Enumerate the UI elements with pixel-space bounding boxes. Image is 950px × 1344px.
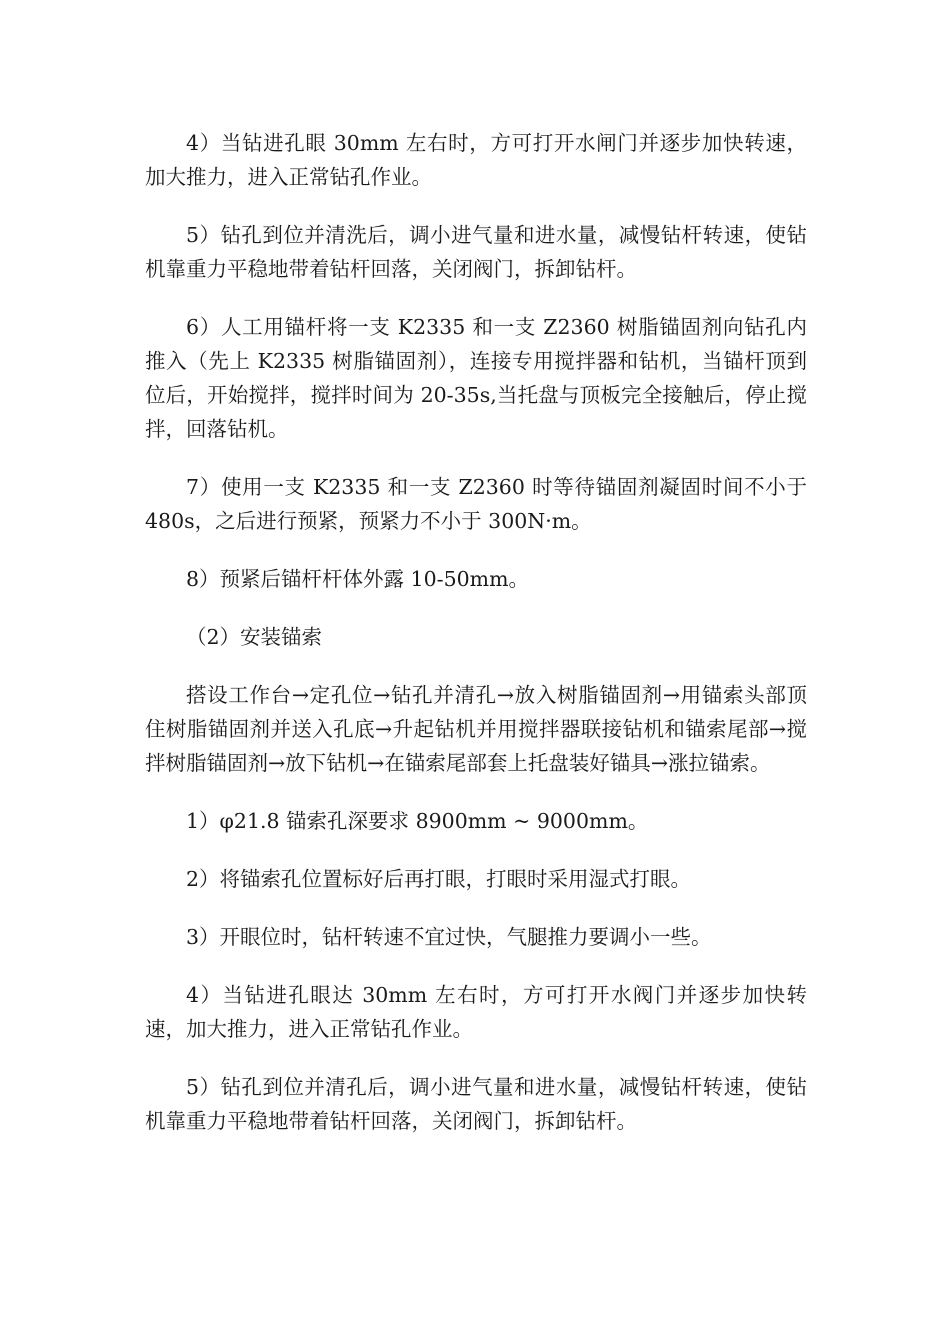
paragraph-cable-step-3: 3）开眼位时，钻杆转速不宜过快，气腿推力要调小一些。 [186,925,712,949]
paragraph-step-7-curing: 7）使用一支 K2335 和一支 Z2360 时等待锚固剂凝固时间不小于 480s，之后进行预紧，预紧力不小于 300N·m。 [145,475,807,533]
paragraph-cable-step-4: 4）当钻进孔眼达 30mm 左右时，方可打开水阀门并逐步加快转速，加大推力，进入正常钻孔作业。 [145,983,807,1041]
paragraph-cable-step-2: 2）将锚索孔位置标好后再打眼，打眼时采用湿式打眼。 [186,867,692,891]
paragraph-cable-step-1: 1）φ21.8 锚索孔深要求 8900mm ~ 9000mm。 [186,809,649,833]
paragraph-step-8-exposure: 8）预紧后锚杆杆体外露 10-50mm。 [186,567,530,591]
paragraph-process-flow: 搭设工作台→定孔位→钻孔并清孔→放入树脂锚固剂→用锚索头部顶住树脂锚固剂并送入孔底→升起钻机并用搅拌器联接钻机和锚索尾部→搅拌树脂锚固剂→放下钻机→在锚索尾部套上托盘装好锚具→涨拉锚索。 [145,683,807,775]
paragraph-step-4-drilling: 4）当钻进孔眼 30mm 左右时，方可打开水闸门并逐步加快转速，加大推力，进入正常钻孔作业。 [145,131,807,189]
paragraph-step-6-resin-insertion: 6）人工用锚杆将一支 K2335 和一支 Z2360 树脂锚固剂向钻孔内推入（先上 K2335 树脂锚固剂），连接专用搅拌器和钻机，当锚杆顶到位后，开始搅拌，搅拌时间为 20-35s,当托盘与顶板完全接触后，停止搅拌，回落钻机。 [145,315,807,441]
document-body [145,126,807,1162]
paragraph-step-5-cleaning: 5）钻孔到位并清洗后，调小进气量和进水量，减慢钻杆转速，使钻机靠重力平稳地带着钻杆回落，关闭阀门，拆卸钻杆。 [145,223,807,281]
section-heading-install-anchor-cable: （2）安装锚索 [186,625,323,649]
paragraph-cable-step-5: 5）钻孔到位并清孔后，调小进气量和进水量，减慢钻杆转速，使钻机靠重力平稳地带着钻杆回落，关闭阀门，拆卸钻杆。 [145,1075,807,1133]
